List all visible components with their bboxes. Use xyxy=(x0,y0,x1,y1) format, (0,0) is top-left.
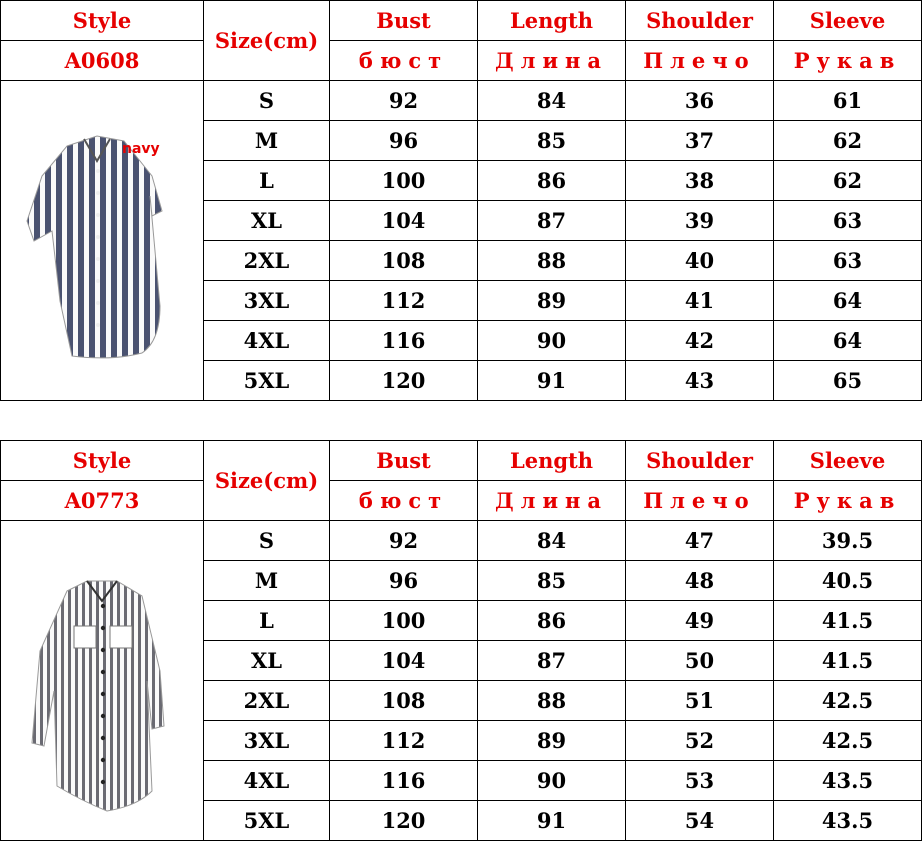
sleeve-cell: 41.5 xyxy=(774,641,922,681)
sleeve-cell: 40.5 xyxy=(774,561,922,601)
color-tag: navy xyxy=(122,140,160,157)
size-cell: 2XL xyxy=(204,681,330,721)
shoulder-cell: 37 xyxy=(626,121,774,161)
shoulder-cell: 40 xyxy=(626,241,774,281)
sleeve-cell: 64 xyxy=(774,321,922,361)
length-cell: 89 xyxy=(478,721,626,761)
length-header-ru: Длина xyxy=(478,481,626,521)
size-cell: 4XL xyxy=(204,761,330,801)
size-cell: S xyxy=(204,81,330,121)
sleeve-cell: 62 xyxy=(774,161,922,201)
sleeve-cell: 62 xyxy=(774,121,922,161)
bust-cell: 92 xyxy=(330,521,478,561)
size-cell: L xyxy=(204,161,330,201)
sleeve-header: Sleeve xyxy=(774,1,922,41)
bust-header: Bust xyxy=(330,1,478,41)
shoulder-cell: 54 xyxy=(626,801,774,841)
shoulder-header-ru: Плечо xyxy=(626,481,774,521)
size-label: Size(cm) xyxy=(204,441,330,521)
size-cell: XL xyxy=(204,641,330,681)
sleeve-cell: 63 xyxy=(774,241,922,281)
sleeve-cell: 42.5 xyxy=(774,681,922,721)
shoulder-cell: 42 xyxy=(626,321,774,361)
bust-cell: 116 xyxy=(330,321,478,361)
shoulder-cell: 39 xyxy=(626,201,774,241)
size-cell: 5XL xyxy=(204,801,330,841)
length-cell: 89 xyxy=(478,281,626,321)
length-cell: 86 xyxy=(478,601,626,641)
size-table-a0773 xyxy=(0,440,922,841)
bust-cell: 108 xyxy=(330,241,478,281)
sleeve-cell: 42.5 xyxy=(774,721,922,761)
bust-header: Bust xyxy=(330,441,478,481)
length-header: Length xyxy=(478,441,626,481)
sleeve-cell: 64 xyxy=(774,281,922,321)
size-table-a0608 xyxy=(0,0,922,401)
table-row xyxy=(1,521,922,561)
bust-header-ru: бюст xyxy=(330,41,478,81)
sleeve-header-ru: Рукав xyxy=(774,481,922,521)
length-cell: 85 xyxy=(478,121,626,161)
length-cell: 86 xyxy=(478,161,626,201)
style-label: Style xyxy=(1,441,204,481)
product-image xyxy=(12,91,192,391)
length-cell: 87 xyxy=(478,201,626,241)
sleeve-cell: 41.5 xyxy=(774,601,922,641)
size-cell: M xyxy=(204,121,330,161)
length-cell: 88 xyxy=(478,681,626,721)
length-cell: 91 xyxy=(478,361,626,401)
bust-cell: 116 xyxy=(330,761,478,801)
shoulder-cell: 49 xyxy=(626,601,774,641)
size-cell: S xyxy=(204,521,330,561)
size-cell: 4XL xyxy=(204,321,330,361)
length-cell: 84 xyxy=(478,81,626,121)
size-cell: M xyxy=(204,561,330,601)
shoulder-cell: 53 xyxy=(626,761,774,801)
size-cell: L xyxy=(204,601,330,641)
length-header: Length xyxy=(478,1,626,41)
table-row xyxy=(1,81,922,121)
size-cell: 3XL xyxy=(204,721,330,761)
shoulder-cell: 43 xyxy=(626,361,774,401)
bust-cell: 100 xyxy=(330,601,478,641)
product-image-cell xyxy=(1,81,204,401)
shoulder-header-ru: Плечо xyxy=(626,41,774,81)
length-cell: 84 xyxy=(478,521,626,561)
bust-cell: 112 xyxy=(330,721,478,761)
bust-cell: 92 xyxy=(330,81,478,121)
sleeve-header: Sleeve xyxy=(774,441,922,481)
shoulder-cell: 51 xyxy=(626,681,774,721)
size-cell: XL xyxy=(204,201,330,241)
bust-cell: 96 xyxy=(330,121,478,161)
size-label: Size(cm) xyxy=(204,1,330,81)
shoulder-cell: 41 xyxy=(626,281,774,321)
style-code: A0773 xyxy=(1,481,204,521)
length-cell: 87 xyxy=(478,641,626,681)
length-cell: 90 xyxy=(478,321,626,361)
size-cell: 5XL xyxy=(204,361,330,401)
shoulder-cell: 47 xyxy=(626,521,774,561)
product-image xyxy=(12,531,192,831)
shoulder-cell: 48 xyxy=(626,561,774,601)
bust-cell: 104 xyxy=(330,201,478,241)
length-cell: 88 xyxy=(478,241,626,281)
bust-cell: 120 xyxy=(330,801,478,841)
sleeve-cell: 43.5 xyxy=(774,761,922,801)
bust-cell: 96 xyxy=(330,561,478,601)
bust-cell: 112 xyxy=(330,281,478,321)
sleeve-cell: 39.5 xyxy=(774,521,922,561)
bust-cell: 104 xyxy=(330,641,478,681)
sleeve-cell: 65 xyxy=(774,361,922,401)
sleeve-cell: 43.5 xyxy=(774,801,922,841)
bust-cell: 108 xyxy=(330,681,478,721)
shoulder-header: Shoulder xyxy=(626,441,774,481)
bust-cell: 100 xyxy=(330,161,478,201)
product-image-cell xyxy=(1,521,204,841)
shoulder-cell: 38 xyxy=(626,161,774,201)
length-cell: 91 xyxy=(478,801,626,841)
shoulder-cell: 52 xyxy=(626,721,774,761)
length-header-ru: Длина xyxy=(478,41,626,81)
length-cell: 85 xyxy=(478,561,626,601)
sleeve-cell: 63 xyxy=(774,201,922,241)
style-label: Style xyxy=(1,1,204,41)
bust-header-ru: бюст xyxy=(330,481,478,521)
shoulder-cell: 36 xyxy=(626,81,774,121)
size-cell: 3XL xyxy=(204,281,330,321)
size-cell: 2XL xyxy=(204,241,330,281)
length-cell: 90 xyxy=(478,761,626,801)
shoulder-header: Shoulder xyxy=(626,1,774,41)
style-code: A0608 xyxy=(1,41,204,81)
sleeve-header-ru: Рукав xyxy=(774,41,922,81)
sleeve-cell: 61 xyxy=(774,81,922,121)
bust-cell: 120 xyxy=(330,361,478,401)
shoulder-cell: 50 xyxy=(626,641,774,681)
